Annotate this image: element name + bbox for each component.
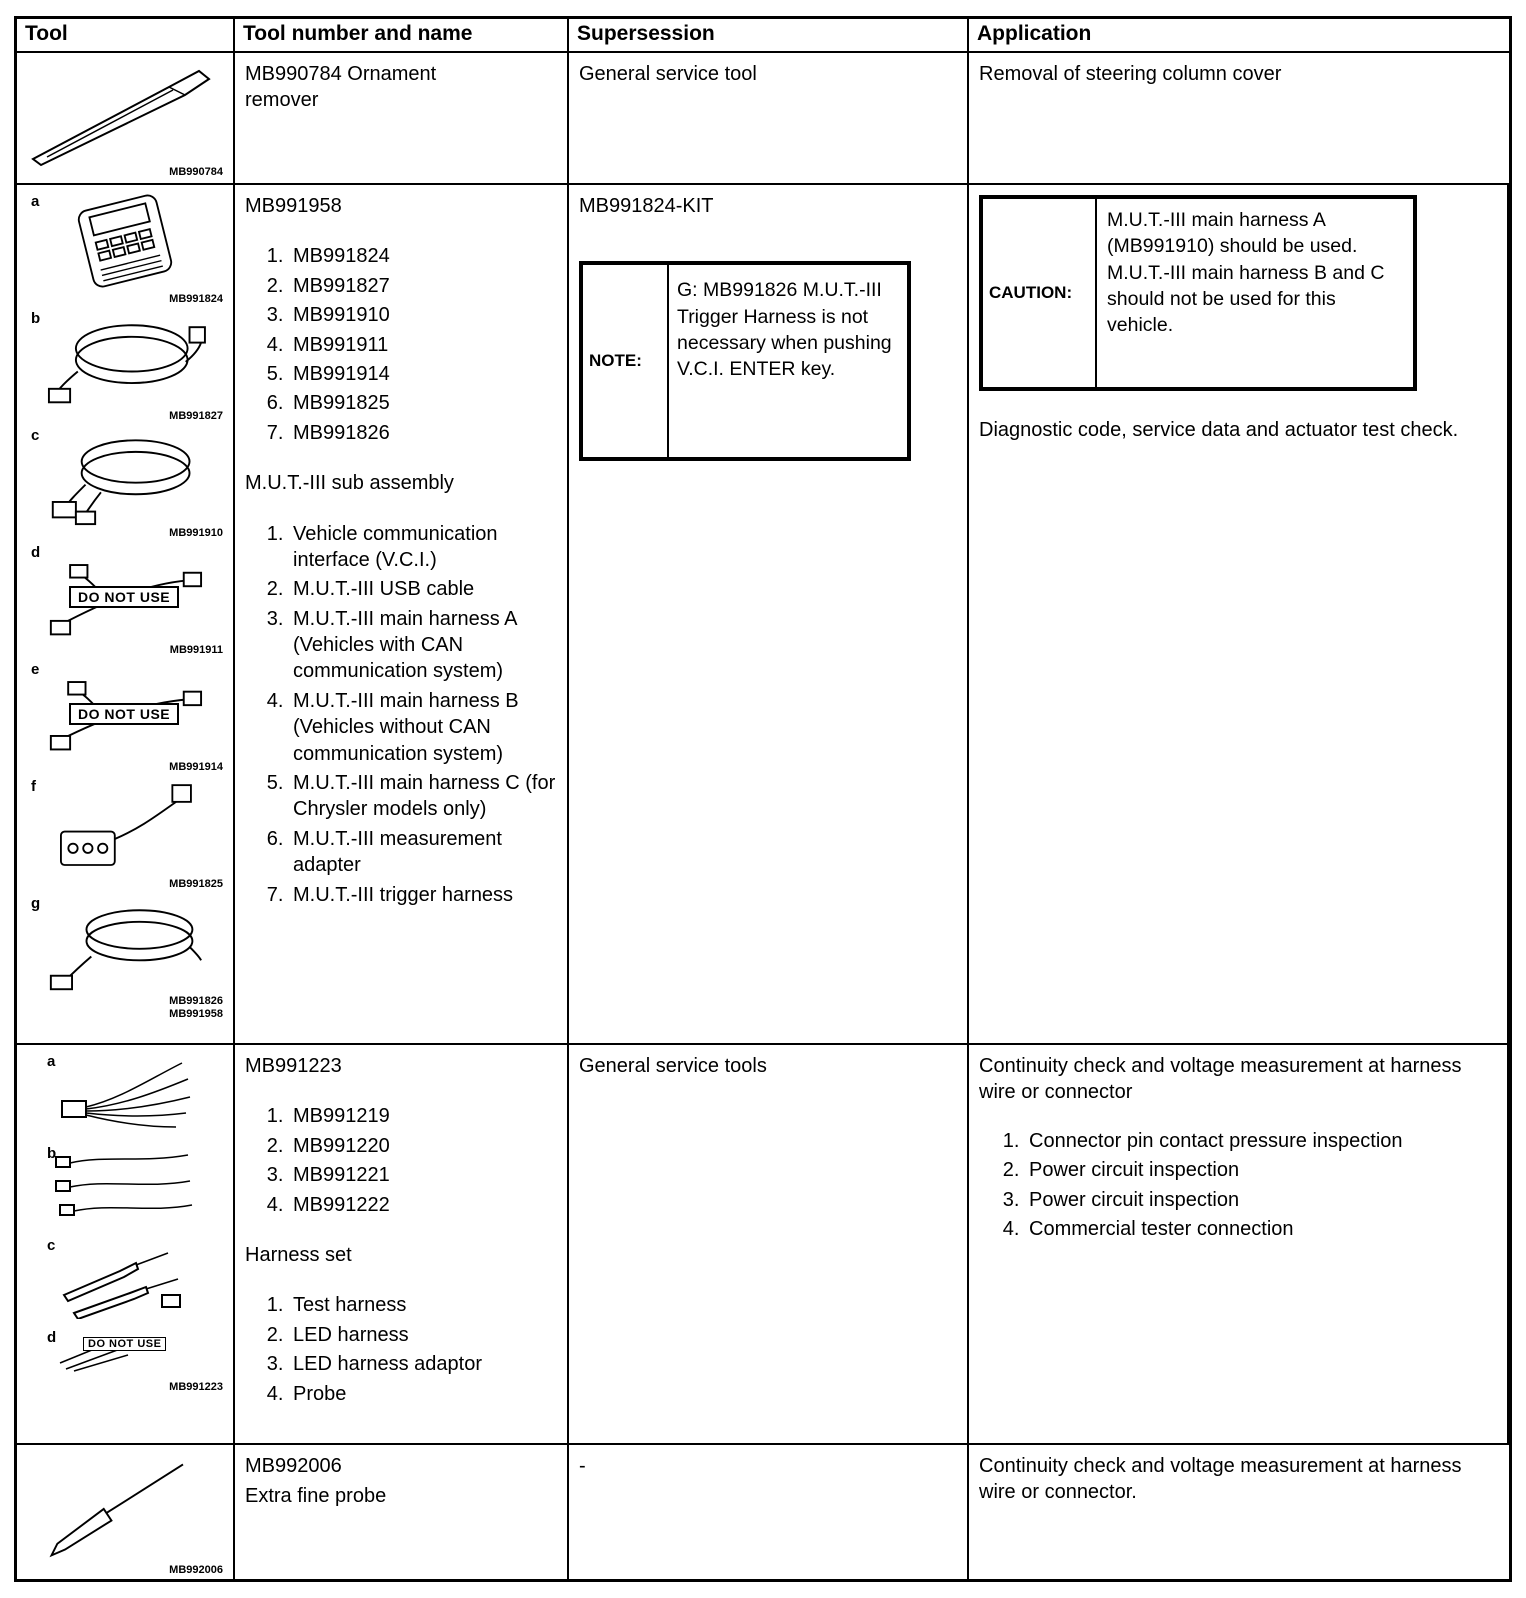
part-label: MB991914: [169, 761, 223, 773]
list-item: 7. MB991826: [289, 420, 557, 446]
item-letter: d: [47, 1329, 57, 1346]
list-item: 6. MB991825: [289, 390, 557, 416]
item-letter: a: [47, 1053, 56, 1070]
tool-ornament-remover: [17, 57, 233, 179]
list-item: 1. MB991219: [289, 1103, 557, 1129]
item-letter: c: [47, 1237, 56, 1254]
probe-drawing: [50, 1233, 200, 1319]
row2-supersession-cell: [569, 185, 969, 1045]
trigger-harness-drawing: [40, 891, 210, 995]
list-item: 5. M.U.T.-III main harness C (for Chrysler models only): [289, 770, 557, 823]
list-item: 3. LED harness adaptor: [289, 1351, 557, 1377]
do-not-use-box: DO NOT USE: [69, 586, 179, 608]
row1-supersession-cell: [569, 53, 969, 185]
table-grid: [17, 19, 1509, 1579]
list-item: 4. Commercial tester connection: [1025, 1216, 1419, 1242]
list-item: 7. M.U.T.-III trigger harness: [289, 882, 557, 908]
tool-vci-unit: [17, 189, 233, 306]
list-item: 1. Test harness: [289, 1292, 557, 1318]
list-item: 2. MB991827: [289, 273, 557, 299]
tool-set-number: MB991958: [245, 195, 342, 217]
special-tools-table: [14, 16, 1512, 1582]
tool-set-number: MB991223: [245, 1055, 342, 1077]
vci-device-drawing: [40, 189, 210, 293]
row3-tool-cell: [17, 1045, 235, 1445]
list-item: 2. M.U.T.-III USB cable: [289, 576, 557, 602]
note-box: [579, 261, 911, 461]
part-label: MB992006: [169, 1564, 223, 1576]
led-harness-drawing: [50, 1141, 200, 1227]
tool-set-subtitle: M.U.T.-III sub assembly: [245, 472, 454, 495]
part-number-list: [245, 1103, 557, 1218]
row4-application-cell: [969, 1445, 1509, 1579]
list-item: 3. MB991910: [289, 302, 557, 328]
row1-application-cell: [969, 53, 1509, 185]
header-application: Application: [969, 19, 1509, 53]
test-harness-drawing: [50, 1049, 200, 1135]
part-description-list: [245, 1292, 557, 1407]
tool-led-harness: [17, 1141, 233, 1233]
header-tool: Tool: [17, 19, 235, 53]
row4-number-cell: [235, 1445, 569, 1579]
application-intro: Continuity check and voltage measurement at harness wire or connector: [979, 1055, 1462, 1104]
tool-test-harness: [17, 1049, 233, 1141]
tool-set-label: MB991958: [169, 1008, 223, 1020]
item-letter: g: [31, 895, 41, 912]
row2-application-cell: [969, 185, 1509, 1045]
part-label: MB991825: [169, 878, 223, 890]
part-label: MB991827: [169, 410, 223, 422]
note-text: G: MB991826 M.U.T.-III Trigger Harness is not necessary when pushing V.C.I. ENTER key.: [677, 279, 892, 381]
tool-usb-cable: [17, 306, 233, 423]
application-text: Continuity check and voltage measurement at harness wire or connector.: [979, 1455, 1462, 1504]
row3-application-cell: [969, 1045, 1509, 1445]
part-label: MB991910: [169, 527, 223, 539]
list-item: 3. Power circuit inspection: [1025, 1187, 1419, 1213]
extra-fine-probe-drawing: [25, 1449, 225, 1565]
caution-label: CAUTION:: [983, 199, 1097, 387]
header-tool-number: Tool number and name: [235, 19, 569, 53]
item-letter: a: [31, 193, 40, 210]
tool-measurement-adapter: [17, 774, 233, 891]
tool-set-subtitle: Harness set: [245, 1243, 352, 1266]
list-item: 1. Connector pin contact pressure inspection: [1025, 1128, 1419, 1154]
list-item: 6. M.U.T.-III measurement adapter: [289, 826, 557, 879]
do-not-use-box: DO NOT USE: [69, 703, 179, 725]
item-letter: f: [31, 778, 36, 795]
list-item: 3. MB991221: [289, 1162, 557, 1188]
application-text: Diagnostic code, service data and actuator test check.: [979, 419, 1459, 441]
list-item: 3. M.U.T.-III main harness A (Vehicles with CAN communication system): [289, 606, 557, 685]
list-item: 1. Vehicle communication interface (V.C.I.): [289, 521, 557, 574]
part-label: MB991824: [169, 293, 223, 305]
tool-trigger-harness: [17, 891, 233, 1008]
row4-tool-cell: [17, 1445, 235, 1579]
item-letter: b: [31, 310, 41, 327]
usb-cable-drawing: [40, 306, 210, 410]
list-item: 2. MB991220: [289, 1133, 557, 1159]
tool-main-harness-a: [17, 423, 233, 540]
row1-number-cell: [235, 53, 569, 185]
row2-tool-cell: [17, 185, 235, 1045]
list-item: 4. MB991911: [289, 332, 557, 358]
do-not-use-box: DO NOT USE: [83, 1337, 166, 1351]
tool-main-harness-c: [17, 657, 233, 774]
tool-extra-fine-probe: [17, 1449, 233, 1577]
row1-tool-cell: [17, 53, 235, 185]
list-item: 4. MB991222: [289, 1192, 557, 1218]
item-letter: b: [47, 1145, 57, 1162]
application-list: [979, 1128, 1419, 1243]
ornament-remover-drawing: [23, 57, 228, 171]
list-item: 2. Power circuit inspection: [1025, 1157, 1419, 1183]
tool-set-label: MB991223: [169, 1381, 223, 1393]
caution-text: M.U.T.-III main harness A (MB991910) should be used. M.U.T.-III main harness B and C should not be used for this vehicle.: [1107, 209, 1385, 337]
row4-supersession-cell: [569, 1445, 969, 1579]
part-number-list: [245, 243, 557, 446]
item-letter: c: [31, 427, 40, 444]
list-item: 4. M.U.T.-III main harness B (Vehicles without CAN communication system): [289, 688, 557, 767]
application-text: Removal of steering column cover: [979, 63, 1282, 85]
supersession-text: -: [579, 1455, 586, 1477]
tool-name: Extra fine probe: [245, 1485, 387, 1508]
supersession-text: MB991824-KIT: [579, 195, 714, 217]
part-description-list: [245, 521, 557, 908]
tool-number: MB992006: [245, 1455, 342, 1477]
item-letter: d: [31, 544, 41, 561]
list-item: 2. LED harness: [289, 1322, 557, 1348]
main-harness-a-drawing: [40, 423, 210, 527]
list-item: 1. MB991824: [289, 243, 557, 269]
tool-led-harness-adaptor: [17, 1233, 233, 1325]
tool-number-name: MB990784 Ornament remover: [245, 63, 437, 112]
measurement-adapter-drawing: [40, 774, 210, 878]
part-label: MB990784: [169, 166, 223, 178]
tool-main-harness-b: [17, 540, 233, 657]
tool-probe: [17, 1325, 233, 1381]
caution-box: [979, 195, 1417, 391]
supersession-text: General service tool: [579, 63, 757, 85]
supersession-text: General service tools: [579, 1055, 767, 1077]
item-letter: e: [31, 661, 40, 678]
list-item: 4. Probe: [289, 1381, 557, 1407]
header-supersession: Supersession: [569, 19, 969, 53]
list-item: 5. MB991914: [289, 361, 557, 387]
row3-number-cell: [235, 1045, 569, 1445]
part-label: MB991911: [169, 644, 223, 656]
part-label: MB991826: [169, 995, 223, 1007]
row2-number-cell: [235, 185, 569, 1045]
note-label: NOTE:: [583, 265, 669, 457]
row3-supersession-cell: [569, 1045, 969, 1445]
